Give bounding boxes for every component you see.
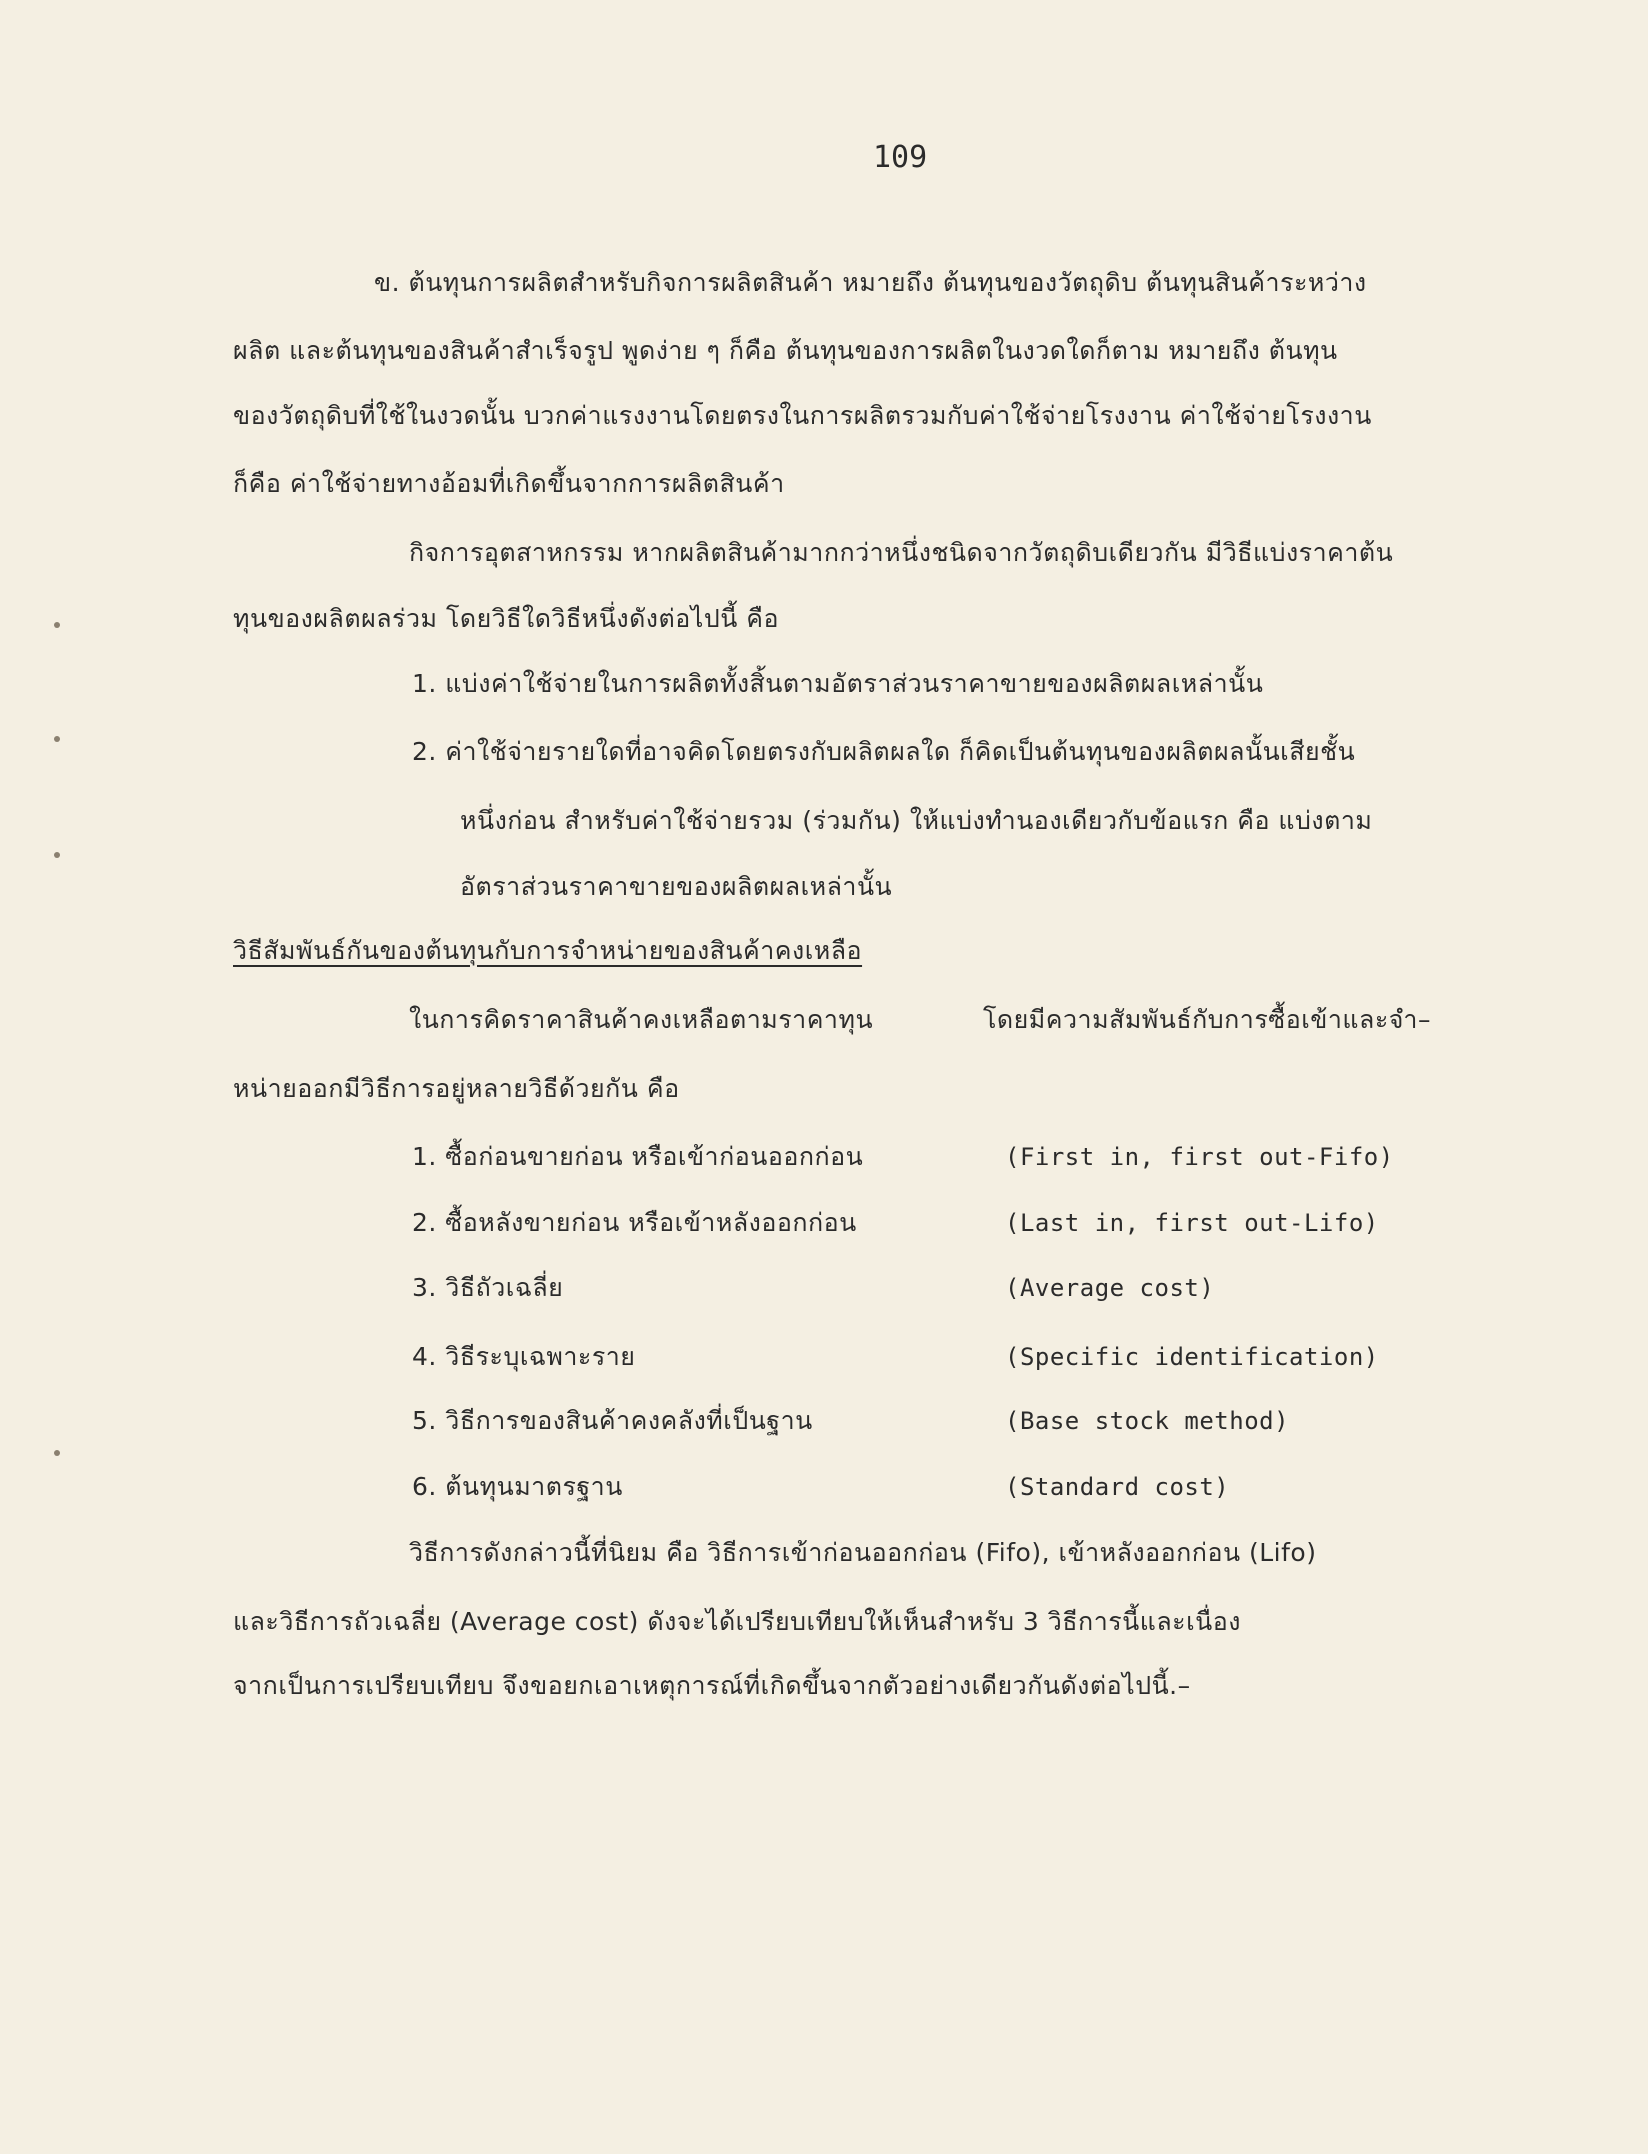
binder-hole-mark [54,852,60,858]
paragraph-line: ในการคิดราคาสินค้าคงเหลือตามราคาทุน [409,1005,874,1034]
method-english: (Last in, first out-Lifo) [1005,1209,1379,1237]
method-thai: 3. วิธีถัวเฉลี่ย [412,1273,564,1302]
binder-hole-mark [54,622,60,628]
paragraph-line: จากเป็นการเปรียบเทียบ จึงขอยกเอาเหตุการณ์ที่เกิดขึ้นจากตัวอย่างเดียวกันดังต่อไปนี้.– [233,1671,1191,1700]
method-english: (First in, first out-Fifo) [1005,1143,1394,1171]
list-item: 2. ค่าใช้จ่ายรายใดที่อาจคิดโดยตรงกับผลิตผลใด ก็คิดเป็นต้นทุนของผลิตผลนั้นเสียชั้น [412,737,1356,766]
method-english: (Specific identification) [1005,1343,1379,1371]
list-item-continuation: อัตราส่วนราคาขายของผลิตผลเหล่านั้น [460,872,893,901]
binder-hole-mark [54,1450,60,1456]
method-thai: 4. วิธีระบุเฉพาะราย [412,1342,636,1371]
method-english: (Standard cost) [1005,1473,1230,1501]
binder-hole-mark [54,736,60,742]
paragraph-line: กิจการอุตสาหกรรม หากผลิตสินค้ามากกว่าหนึ่งชนิดจากวัตถุดิบเดียวกัน มีวิธีแบ่งราคาต้น [409,538,1394,567]
method-thai: 1. ซื้อก่อนขายก่อน หรือเข้าก่อนออกก่อน [412,1142,864,1171]
paragraph-line: หน่ายออกมีวิธีการอยู่หลายวิธีด้วยกัน คือ [233,1074,680,1103]
list-item: 1. แบ่งค่าใช้จ่ายในการผลิตทั้งสิ้นตามอัตราส่วนราคาขายของผลิตผลเหล่านั้น [412,669,1264,698]
paragraph-line: วิธีการดังกล่าวนี้ที่นิยม คือ วิธีการเข้าก่อนออกก่อน (Fifo), เข้าหลังออกก่อน (Lifo) [409,1538,1317,1567]
paragraph-line: ทุนของผลิตผลร่วม โดยวิธีใดวิธีหนึ่งดังต่อไปนี้ คือ [233,604,779,633]
method-thai: 6. ต้นทุนมาตรฐาน [412,1472,623,1501]
paragraph-line: ผลิต และต้นทุนของสินค้าสำเร็จรูป พูดง่าย ๆ ก็คือ ต้นทุนของการผลิตในงวดใดก็ตาม หมายถึง ต้นทุน [233,336,1338,365]
paragraph-line: และวิธีการถัวเฉลี่ย (Average cost) ดังจะได้เปรียบเทียบให้เห็นสำหรับ 3 วิธีการนี้และเนื่อง [233,1607,1241,1636]
paragraph-line: ก็คือ ค่าใช้จ่ายทางอ้อมที่เกิดขึ้นจากการผลิตสินค้า [233,469,785,498]
paragraph-line: ข. ต้นทุนการผลิตสำหรับกิจการผลิตสินค้า หมายถึง ต้นทุนของวัตถุดิบ ต้นทุนสินค้าระหว่าง [374,268,1367,297]
section-heading: วิธีสัมพันธ์กันของต้นทุนกับการจำหน่ายของสินค้าคงเหลือ [233,936,863,965]
paragraph-line: ของวัตถุดิบที่ใช้ในงวดนั้น บวกค่าแรงงานโดยตรงในการผลิตรวมกับค่าใช้จ่ายโรงงาน ค่าใช้จ่ายโรงงาน [233,401,1372,430]
page-number: 109 [873,140,928,175]
method-thai: 2. ซื้อหลังขายก่อน หรือเข้าหลังออกก่อน [412,1208,857,1237]
method-english: (Base stock method) [1005,1407,1290,1435]
method-thai: 5. วิธีการของสินค้าคงคลังที่เป็นฐาน [412,1406,813,1435]
paragraph-line: โดยมีความสัมพันธ์กับการซื้อเข้าและจำ– [983,1005,1431,1034]
method-english: (Average cost) [1005,1274,1215,1302]
list-item-continuation: หนึ่งก่อน สำหรับค่าใช้จ่ายรวม (ร่วมกัน) ให้แบ่งทำนองเดียวกับข้อแรก คือ แบ่งตาม [460,806,1373,835]
